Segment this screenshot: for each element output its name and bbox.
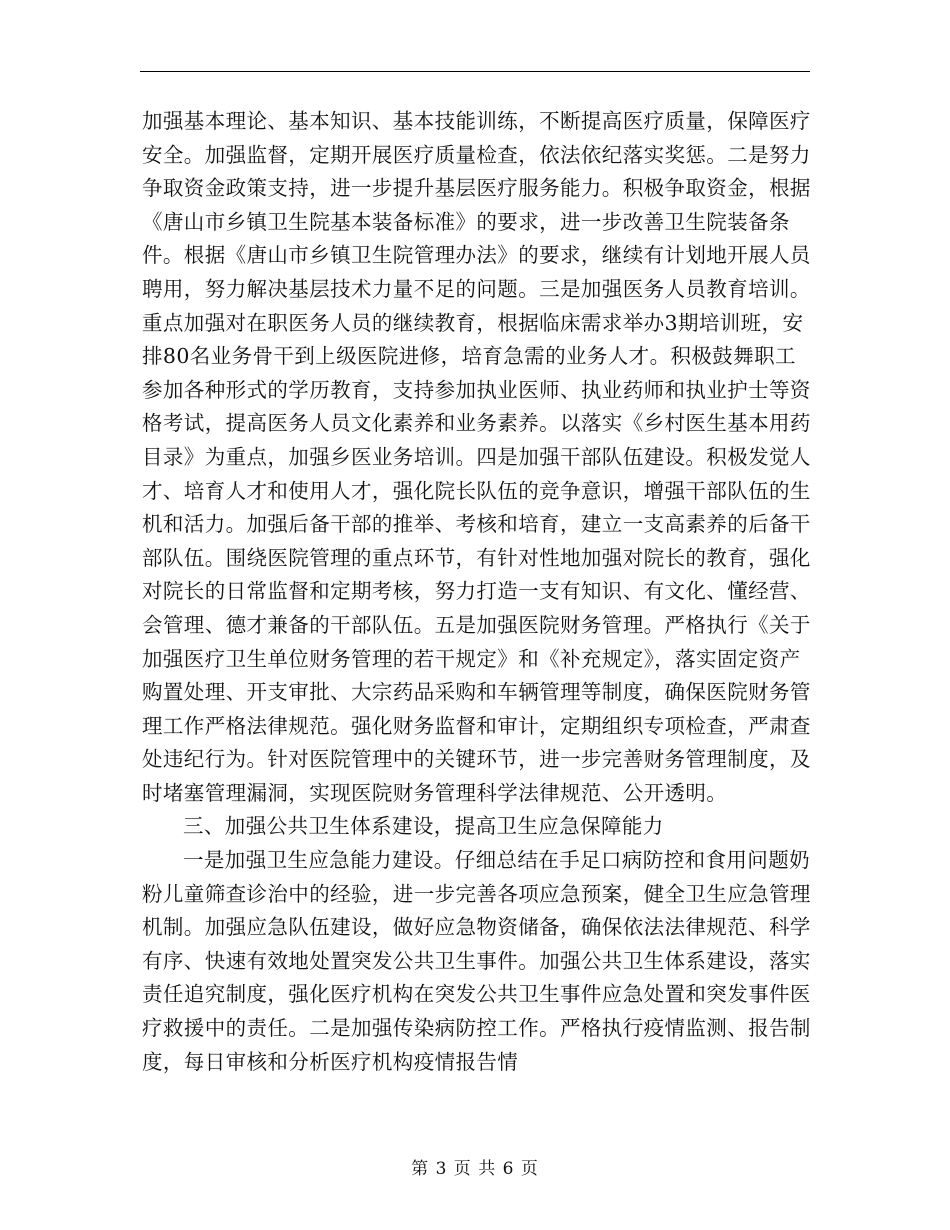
paragraph-main: 加强基本理论、基本知识、基本技能训练，不断提高医疗质量，保障医疗安全。加强监督，定期开展医疗质量检查，依法依纪落实奖惩。二是努力争取资金政策支持，进一步提升基层医疗服务能力。积极争取资金，根据《唐山市乡镇卫生院基本装备标准》的要求，进一步改善卫生院装备条件。根据《唐山市乡镇卫生院管理办法》的要求，继续有计划地开展人员聘用，努力解决基层技术力量不足的问题。三是加强医务人员教育培训。重点加强对在职医务人员的继续教育，根据临床需求举办3期培训班，安排80名业务骨干到上级医院进修，培育急需的业务人才。积极鼓舞职工参加各种形式的学历教育，支持参加执业医师、执业药师和执业护士等资格考试，提高医务人员文化素养和业务素养。以落实《乡村医生基本用药目录》为重点，加强乡医业务培训。四是加强干部队伍建设。积极发觉人才、培育人才和使用人才，强化院长队伍的竞争意识，增强干部队伍的生机和活力。加强后备干部的推举、考核和培育，建立一支高素养的后备干部队伍。围绕医院管理的重点环节，有针对性地加强对院长的教育，强化对院长的日常监督和定期考核，努力打造一支有知识、有文化、懂经营、会管理、德才兼备的干部队伍。五是加强医院财务管理。严格执行《关于加强医疗卫生单位财务管理的若干规定》和《补充规定》，落实固定资产购置处理、开支审批、大宗药品采购和车辆管理等制度，确保医院财务管理工作严格法律规范。强化财务监督和审计，定期组织专项检查，严肃查处违纪行为。针对医院管理中的关键环节，进一步完善财务管理制度，及时堵塞管理漏洞，实现医院财务管理科学法律规范、公开透明。 <box>142 109 811 805</box>
section-heading: 三、加强公共卫生体系建设，提高卫生应急保障能力 <box>183 814 664 839</box>
header-rule <box>140 71 810 72</box>
paragraph-section-three: 一是加强卫生应急能力建设。仔细总结在手足口病防控和食用问题奶粉儿童筛查诊治中的经验，进一步完善各项应急预案，健全卫生应急管理机制。加强应急队伍建设，做好应急物资储备，确保依法法律规范、科学有序、快速有效地处置突发公共卫生事件。加强公共卫生体系建设，落实责任追究制度，强化医疗机构在突发公共卫生事件应急处置和突发事件医疗救援中的责任。二是加强传染病防控工作。严格执行疫情监测、报告制度，每日审核和分析医疗机构疫情报告情 <box>142 848 811 1074</box>
page-number: 第 3 页 共 6 页 <box>411 1159 539 1179</box>
document-body <box>142 105 814 1079</box>
